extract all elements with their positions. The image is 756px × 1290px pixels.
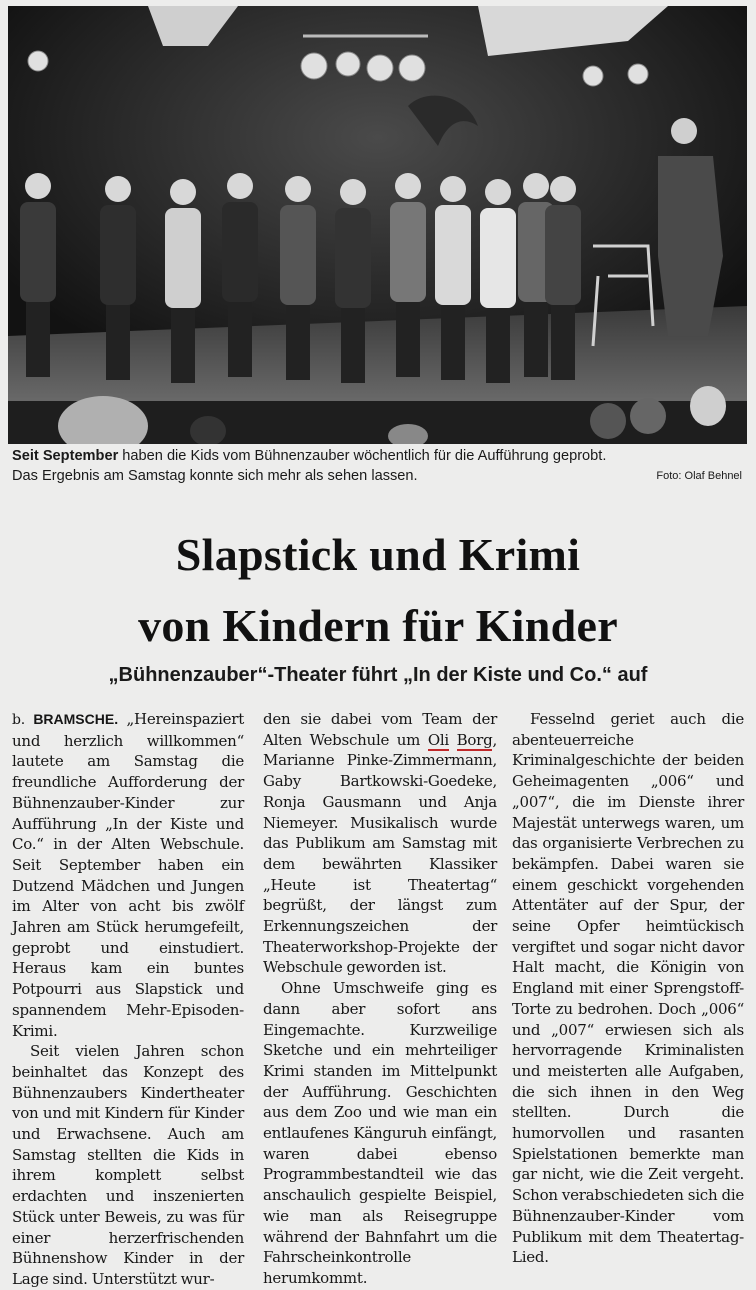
subheadline: „Bühnenzauber“-Theater führt „In der Kiste und Co.“ auf bbox=[108, 664, 648, 686]
child-body bbox=[20, 202, 56, 302]
child-legs bbox=[228, 302, 252, 377]
paragraph-text: den sie dabei vom Team der Alten Webschule um bbox=[263, 710, 497, 749]
child-body bbox=[280, 205, 316, 305]
child-body bbox=[545, 205, 581, 305]
child-body bbox=[165, 208, 201, 308]
child-head bbox=[285, 176, 311, 202]
child-head bbox=[170, 179, 196, 205]
paragraph bbox=[12, 709, 244, 1041]
paragraph-text: „Hereinspaziert und herzlich willkommen“ lautete am Samstag die freundliche Aufforderung der Bühnenzauber-Kinder zur Aufführung „In der Kiste und Co.“ in der Alten Webschule. Seit September haben ein Dutzend Mädchen und Jungen im Alter von acht bis zwölf Jahren am Stück herumgefeilt, geprobt und einstudiert. Heraus kam ein buntes Potpourri aus Slapstick und spannendem Mehr-Episoden-Krimi. bbox=[12, 710, 244, 1040]
child-body bbox=[435, 205, 471, 305]
headline-line-2: von Kindern für Kinder bbox=[138, 600, 618, 651]
paragraph: Ohne Umschweife ging es dann aber sofort ans Eingemachte. Kurzweilige Sketche und ein mehrteiliger Krimi standen im Mittelpunkt der Aufführung. Geschichten aus dem Zoo und wie man ein entlaufenes Känguruh einfängt, waren dabei ebenso Programmbestandteil wie das anschaulich gespielte Beispiel, wie man als Reisegruppe während der Bahnfahrt um die Fahrscheinkontrolle herumkommt. bbox=[263, 979, 497, 1287]
caption-line-1 bbox=[12, 446, 747, 466]
child-head bbox=[25, 173, 51, 199]
article-column-2 bbox=[263, 709, 497, 1289]
photo-credit: Foto: Olaf Behnel bbox=[656, 470, 742, 482]
stage-photo-illustration bbox=[8, 6, 747, 444]
headline-line-1: Slapstick und Krimi bbox=[175, 529, 581, 580]
paragraph bbox=[263, 709, 497, 978]
child-head bbox=[485, 179, 511, 205]
child-legs bbox=[286, 305, 310, 380]
child-legs bbox=[486, 308, 510, 383]
child-legs bbox=[551, 305, 575, 380]
dateline: BRAMSCHE. bbox=[33, 711, 119, 727]
article-column-3 bbox=[512, 709, 744, 1268]
paragraph-text: , Marianne Pinke-Zimmermann, Gaby Bartkowski-Goedeke, Ronja Gausmann und Anja Niemeyer. Musikalisch wurde das Publikum am Samstag mit dem bewährten Klassiker „Heute ist Theatertag“ begrüßt, der längst zum Erkennungszeichen der Theaterworkshop-Projekte der Webschule geworden ist. bbox=[263, 730, 497, 977]
child-head bbox=[440, 176, 466, 202]
child-head bbox=[105, 176, 131, 202]
article-column-1 bbox=[12, 709, 244, 1290]
child-body bbox=[480, 208, 516, 308]
child-legs bbox=[26, 302, 50, 377]
article-photo bbox=[8, 6, 747, 444]
child-legs bbox=[396, 302, 420, 377]
underlined-name-last: Borg bbox=[456, 730, 493, 749]
child-legs bbox=[106, 305, 130, 380]
child-body bbox=[335, 208, 371, 308]
child-head bbox=[523, 173, 549, 199]
child-body bbox=[390, 202, 426, 302]
caption-lead: Seit September bbox=[12, 448, 119, 464]
child-legs bbox=[524, 302, 548, 377]
caption-line-2: Das Ergebnis am Samstag konnte sich mehr als sehen lassen. bbox=[12, 468, 418, 484]
caption-text-1: haben die Kids vom Bühnenzauber wöchentlich für die Aufführung geprobt. bbox=[118, 448, 607, 464]
child-head bbox=[340, 179, 366, 205]
child-head bbox=[550, 176, 576, 202]
child-legs bbox=[341, 308, 365, 383]
paragraph: Fesselnd geriet auch die abenteuerreiche Kriminalgeschichte der beiden Geheimagenten „006“ und „007“, die im Dienste ihrer Majestät unterwegs waren, um das organisierte Verbrechen zu bekämpfen. Dabei waren sie einem geschickt vorgehenden Attentäter auf der Spur, der seine Opfer heimtückisch vergiftet und sogar nicht davor Halt macht, die Königin von England mit einer Sprengstoff-Torte zu bedrohen. Doch „006“ und „007“ erwiesen sich als hervorragende Kriminalisten und meisterten alle Aufgaben, die sich ihnen in den Weg stellten. Durch die humorvollen und rasanten Spielstationen bemerkte man gar nicht, wie die Zeit vergeht. Schon verabschiedeten sich die Bühnenzauber-Kinder vom Publikum mit dem Theatertag-Lied. bbox=[512, 710, 744, 1267]
child-body bbox=[100, 205, 136, 305]
paragraph: Seit vielen Jahren schon beinhaltet das Konzept des Bühnenzaubers Kindertheater von und mit Kindern für Kinder und Erwachsene. Auch am Samstag stellten die Kids in ihrem komplett selbst erdachten und inszenierten Stück unter Beweis, zu was für einer herzerfrischenden Bühnenshow Kinder in der Lage sind. Unterstützt wur- bbox=[12, 1042, 244, 1288]
underlined-name-first: Oli bbox=[427, 730, 449, 749]
photo-caption bbox=[12, 446, 747, 486]
author-initial: b. bbox=[12, 712, 25, 728]
child-head bbox=[227, 173, 253, 199]
child-body bbox=[222, 202, 258, 302]
child-head bbox=[395, 173, 421, 199]
child-legs bbox=[441, 305, 465, 380]
child-legs bbox=[171, 308, 195, 383]
